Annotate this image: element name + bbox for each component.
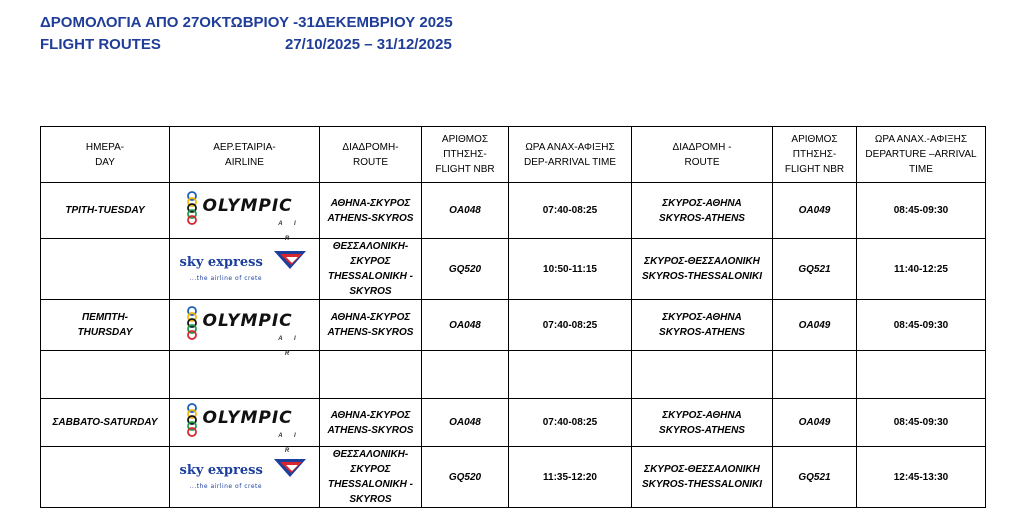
flight-return-cell: GQ521 xyxy=(773,239,857,300)
day-cell xyxy=(41,183,170,239)
time-return-cell: 08:45-09:30 xyxy=(857,399,986,447)
route-outbound-cell xyxy=(320,300,422,351)
olympic-rings-icon xyxy=(181,191,203,225)
title-date-range: 27/10/2025 – 31/12/2025 xyxy=(285,36,452,53)
flight-return-cell: OA049 xyxy=(773,183,857,239)
table-row xyxy=(41,447,986,508)
day-cell xyxy=(41,447,170,508)
cell-line: ΑΘΗΝΑ-ΣΚΥΡΟΣ xyxy=(330,409,411,421)
day-cell xyxy=(41,399,170,447)
cell-line: ATHENS-SKYROS xyxy=(327,212,414,224)
time-outbound-cell: 07:40-08:25 xyxy=(509,183,632,239)
table-row xyxy=(41,399,986,447)
header-flight-outbound xyxy=(422,127,509,183)
cell-line: THURSDAY xyxy=(77,327,133,338)
cell-line: TIME xyxy=(909,164,933,175)
table-header-row xyxy=(41,127,986,183)
olympic-air-logo xyxy=(181,306,309,357)
olympic-air-text: A I R xyxy=(278,335,301,357)
sky-express-wing-icon xyxy=(272,457,308,481)
sky-express-logo xyxy=(178,457,312,493)
route-return-cell xyxy=(632,447,773,508)
header-day xyxy=(41,127,170,183)
header-route-outbound xyxy=(320,127,422,183)
title-greek: ΔΡΟΜΟΛΟΓΙΑ ΑΠΟ 27ΟΚΤΩΒΡΙΟΥ -31ΔΕΚΕΜΒΡΙΟΥ 2025 xyxy=(40,14,453,31)
header-flight-return xyxy=(773,127,857,183)
table-row xyxy=(41,239,986,300)
cell-line: ΣΚΥΡΟΣ-ΑΘΗΝΑ xyxy=(662,197,742,209)
time-return-cell: 08:45-09:30 xyxy=(857,300,986,351)
cell-line: SKYROS-THESSALONIKI xyxy=(641,479,762,490)
cell-line: AIRLINE xyxy=(225,156,264,168)
time-outbound-cell: 07:40-08:25 xyxy=(509,300,632,351)
airline-cell xyxy=(170,399,320,454)
cell-line: ΗΜΕΡΑ- xyxy=(85,141,125,153)
route-outbound-cell xyxy=(320,183,422,239)
flight-outbound-cell: OA048 xyxy=(422,300,509,351)
route-return-cell xyxy=(632,183,773,239)
cell-line: ΑΡΙΘΜΟΣ xyxy=(441,134,489,145)
olympic-air-logo xyxy=(181,403,309,454)
cell-line: ATHENS-SKYROS xyxy=(327,424,414,436)
olympic-rings-icon xyxy=(181,306,203,340)
cell-line: ΩΡΑ ΑΝΑΧ.-ΑΦΙΞΗΣ xyxy=(874,134,968,145)
olympic-rings-icon xyxy=(181,403,203,437)
cell-line: FLIGHT NBR xyxy=(784,164,845,175)
route-return-cell xyxy=(632,351,773,399)
flight-outbound-cell: GQ520 xyxy=(422,239,509,300)
day-cell xyxy=(41,300,170,351)
cell-line: SKYROS-ATHENS xyxy=(659,424,745,436)
day-cell xyxy=(41,351,170,399)
cell-line: ΔΙΑΔΡΟΜΗ - xyxy=(672,141,732,153)
cell-line: ΑΘΗΝΑ-ΣΚΥΡΟΣ xyxy=(330,312,411,323)
airline-cell xyxy=(170,300,320,357)
flight-return-cell: OA049 xyxy=(773,399,857,447)
flight-return-cell xyxy=(773,351,857,399)
cell-line: ΑΡΙΘΜΟΣ xyxy=(791,134,838,145)
header-time-return xyxy=(857,127,986,183)
cell-line: SKYROS-ATHENS xyxy=(659,212,745,224)
time-outbound-cell: 10:50-11:15 xyxy=(509,239,632,300)
time-outbound-cell: 07:40-08:25 xyxy=(509,399,632,447)
cell-line: DEPARTURE –ARRIVAL xyxy=(865,149,977,160)
flight-outbound-cell: GQ520 xyxy=(422,447,509,508)
cell-line: ΘΕΣΣΑΛΟΝΙΚΗ- xyxy=(332,449,409,460)
cell-line: SKYROS-ATHENS xyxy=(659,327,745,338)
olympic-air-text: A I R xyxy=(278,433,301,454)
route-outbound-cell xyxy=(320,399,422,447)
cell-line: ΣΚΥΡΟΣ-ΑΘΗΝΑ xyxy=(662,312,742,323)
cell-line: ΔΙΑΔΡΟΜΗ- xyxy=(342,141,399,153)
table-row xyxy=(41,351,986,399)
flight-outbound-cell: OA048 xyxy=(422,183,509,239)
route-return-cell xyxy=(632,399,773,447)
route-return-cell xyxy=(632,300,773,351)
cell-line: ΣΚΥΡΟΣ-ΘΕΣΣΑΛΟΝΙΚΗ xyxy=(644,464,760,475)
sky-express-logo xyxy=(178,249,312,285)
header-route-return xyxy=(632,127,773,183)
route-outbound-cell xyxy=(320,351,422,399)
route-return-cell xyxy=(632,239,773,300)
olympic-brand-text: OLYMPIC xyxy=(202,310,293,331)
cell-line: ΘΕΣΣΑΛΟΝΙΚΗ- xyxy=(332,241,409,252)
time-return-cell: 08:45-09:30 xyxy=(857,183,986,239)
cell-line: ΠΤΗΣΗΣ- xyxy=(443,149,487,160)
cell-line: ΣΚΥΡΟΣ-ΘΕΣΣΑΛΟΝΙΚΗ xyxy=(644,256,760,267)
cell-line: SKYROS-THESSALONIKI xyxy=(641,271,762,282)
cell-line: ΤΡΙΤΗ-TUESDAY xyxy=(65,205,145,216)
header-airline xyxy=(170,127,320,183)
olympic-air-text: A I R xyxy=(278,221,301,242)
olympic-air-logo xyxy=(181,191,309,242)
time-return-cell: 12:45-13:30 xyxy=(857,447,986,508)
flight-return-cell: OA049 xyxy=(773,300,857,351)
flight-return-cell: GQ521 xyxy=(773,447,857,508)
document-title xyxy=(40,12,453,56)
sky-express-wing-icon xyxy=(272,249,308,273)
flight-outbound-cell xyxy=(422,351,509,399)
cell-line: DAY xyxy=(95,156,115,168)
cell-line: FLIGHT NBR xyxy=(435,164,495,175)
cell-line: ΑΕΡ.ΕΤΑΙΡΙΑ- xyxy=(213,141,276,153)
cell-line: ROUTE xyxy=(353,156,388,168)
cell-line: SKYROS xyxy=(349,494,392,505)
day-cell xyxy=(41,239,170,300)
time-return-cell: 11:40-12:25 xyxy=(857,239,986,300)
cell-line: ΩΡΑ ΑΝΑΧ-ΑΦΙΞΗΣ xyxy=(525,141,615,153)
flight-routes-table xyxy=(40,126,986,508)
cell-line: THESSALONIKH - xyxy=(328,271,413,282)
cell-line: SKYROS xyxy=(349,286,392,297)
olympic-brand-text: OLYMPIC xyxy=(202,408,293,428)
header-time-outbound xyxy=(509,127,632,183)
table-row xyxy=(41,183,986,239)
flight-outbound-cell: OA048 xyxy=(422,399,509,447)
time-outbound-cell: 11:35-12:20 xyxy=(509,447,632,508)
route-outbound-cell xyxy=(320,239,422,300)
sky-express-tagline: ...the airline of crete xyxy=(189,482,263,490)
title-flight-routes: FLIGHT ROUTES xyxy=(40,36,161,53)
cell-line: ROUTE xyxy=(684,156,720,168)
airline-cell xyxy=(170,239,320,300)
cell-line: ΣΑΒΒΑΤΟ-SATURDAY xyxy=(52,417,158,428)
airline-cell xyxy=(170,447,320,508)
cell-line: ΣΚΥΡΟΣ-ΑΘΗΝΑ xyxy=(662,409,742,421)
table-row xyxy=(41,300,986,351)
cell-line: ΠΤΗΣΗΣ- xyxy=(792,149,837,160)
sky-express-brand-text: sky express xyxy=(179,462,263,478)
sky-express-brand-text: sky express xyxy=(179,254,263,270)
cell-line: ΣΚΥΡΟΣ xyxy=(350,256,391,267)
cell-line: DEP-ARRIVAL TIME xyxy=(523,156,617,168)
cell-line: ΑΘΗΝΑ-ΣΚΥΡΟΣ xyxy=(330,197,411,209)
cell-line: ATHENS-SKYROS xyxy=(327,327,414,338)
cell-line: ΣΚΥΡΟΣ xyxy=(350,464,391,475)
cell-line: THESSALONIKH - xyxy=(328,479,413,490)
route-outbound-cell xyxy=(320,447,422,508)
time-return-cell xyxy=(857,351,986,399)
sky-express-tagline: ...the airline of crete xyxy=(189,274,263,282)
time-outbound-cell xyxy=(509,351,632,399)
title-english xyxy=(40,34,453,56)
airline-cell xyxy=(170,183,320,242)
olympic-brand-text: OLYMPIC xyxy=(202,196,293,216)
cell-line: ΠΕΜΠΤΗ- xyxy=(81,312,128,323)
